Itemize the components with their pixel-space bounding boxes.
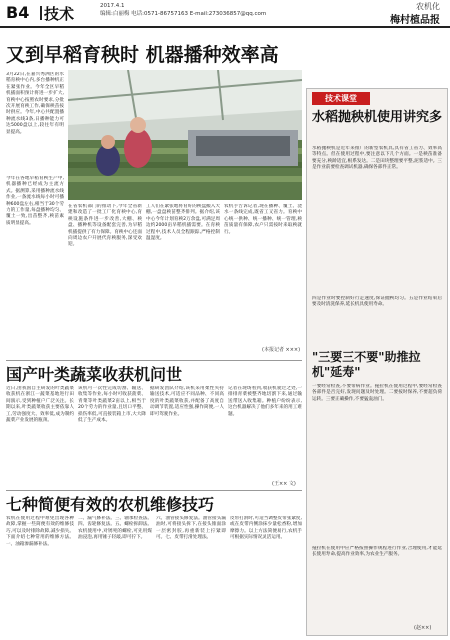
sidebar-body2: 四是作业时要控制好行走速度,保证抛秧均匀。五是作业结束后要及时清洗保养,延长机具使用寿命。 bbox=[312, 296, 442, 308]
section-divider-2 bbox=[6, 490, 302, 491]
editor: 编辑:白丽梅 bbox=[100, 11, 130, 17]
article1-title: 又到早稻育秧时 机器播种效率高 bbox=[6, 44, 279, 66]
article2-col2: 该机可一次性完成切割、输送、收集等作业,每小时可收获菠菜、青菜等叶类蔬菜2亩以上,相当于20个劳力的作业量,且切口平整、损伤率低,可直接装箱上市,大大降低了生产成本。 bbox=[78, 386, 146, 424]
article2-byline: (王×× 文) bbox=[272, 481, 296, 487]
article1-col3: 在省农机部门的推动下,今年全省新建和改造了一批工厂化育秧中心,育秧设施条件进一步改善,大棚、秧盘、播种机等设备配套完善,为早稻机插提供了有力保障。育秧中心还面向周边农户开展代育秧服务,深受欢迎。 bbox=[68, 204, 142, 248]
article3-col4: 皮带打滑时,可适当调整皮带张紧度,或在皮带内侧涂抹少量松香粉,增加摩擦力。以上方法简便易行,农机手可根据实际情况灵活运用。 bbox=[230, 516, 302, 541]
sidebar-body4: 拖拉机在使用中应严格按照操作规程进行作业,合理使用,才能延长使用寿命,提高作业效率,为农业生产服务。 bbox=[312, 546, 442, 558]
article2-col3: 据研发团队介绍,该机采用柔性夹持输送技术,可适应不同品种、不同高度的叶类蔬菜收获,并配备了高度自动调节装置,适应性强,操作简便,一人即可驾驶作业。 bbox=[150, 386, 224, 417]
seedling-photo bbox=[68, 70, 302, 200]
header-divider bbox=[40, 6, 42, 20]
sidebar-body3: 一要经常检查,不要带病作业。拖拉机在使用过程中,要经常检查各部件是否完好,发现问题及时处理。二要按时保养,不要超负荷运转。三要正确操作,不要猛轰油门。 bbox=[312, 384, 442, 402]
sidebar-title: 水稻抛秧机使用讲究多 bbox=[312, 110, 443, 125]
sidebar-body1: 水稻抛秧机是近年来推广的新型农机具,具有省工省力、效率高等特点。但在使用过程中,要注意以下几个方面。一是秧苗准备要充分,秧龄适宜,根系发达。二是田块整理要平整,泥浆适中。三是作业前要检查调试机器,确保各部件正常。 bbox=[312, 146, 442, 171]
article3-col1: 农机在使用过程中难免出现各种故障,掌握一些简便有效的维修技巧,可以及时排除故障,减少损失。下面介绍七种常用的维修方法。一、油箱渗漏修补法。 bbox=[6, 516, 74, 547]
email: E-mail:273036857@qq.com bbox=[189, 11, 267, 17]
section-divider bbox=[6, 360, 302, 361]
article1-col1: 3月22日,在嘉兴秀洲区的水稻育秧中心内,多台播种机正在紧张作业。今年全区早稻机插面积预计将进一步扩大,育秧中心按照农时要求,分批次开展育秧工作,确保秧苗按时供应。今年,中心共配置播种流水线3条,日播种能力可达5000盘以上,较往年有明显提高。 bbox=[6, 72, 64, 135]
header-info bbox=[100, 2, 266, 18]
article2-col1: 近日,由我国自主研发的叶类蔬菜收获机在浙江一蔬菜基地进行田间演示,受到种植户广泛关注。长期以来,叶类蔬菜收获主要依靠人工,劳动强度大、效率低,成为制约蔬菜产业发展的瓶颈。 bbox=[6, 386, 74, 424]
article3-col2: 二、漏气修补法。三、轴承检查法。四、齿轮修复法。五、螺栓拆卸法。农机使用中,对锈死的螺栓,可先用煤油浸泡,再用锤子轻敲,即可拧下。 bbox=[78, 516, 152, 541]
article2-title: 国产叶类蔬菜收获机问世 bbox=[6, 365, 183, 384]
page-header bbox=[0, 0, 450, 28]
article1-col5: 农机手告诉记者,现在播种、覆土、浇水一条线完成,既省工又省力。育秧中心统一供种、统一播种、统一管理,秧苗质量有保障,农户只需按时来取秧就行。 bbox=[224, 204, 302, 235]
page-number: B4 bbox=[6, 3, 30, 22]
brand-logo: 梅村植品报 bbox=[390, 15, 440, 26]
sidebar-tag: 技术课堂 bbox=[312, 92, 370, 105]
article2-col4: 记者在现场看到,收获机驶过之处,一排排青菜被整齐地切割下来,通过输送带送入收集箱。种植户纷纷表示,这台机器解决了他们多年来的用工难题。 bbox=[228, 386, 302, 417]
phone: 电话:0571-86757163 bbox=[131, 11, 188, 17]
article1-col4: 工人们在紧张地将育好的秧盘搬入大棚,一盘盘秧苗整齐排列。据介绍,该中心今年计划育秧2万余盘,可满足周边约2000亩早稻机插需要。在育秧过程中,技术人员全程跟踪,严格控制温湿度。 bbox=[146, 204, 220, 242]
brand-small: 农机化 bbox=[416, 2, 440, 11]
article3-col3: 六、油管接头修复法。油管接头漏油时,可将接头拆下,在接头锥面涂一层密封胶,再重新装上拧紧即可。七、皮带打滑处理法。 bbox=[156, 516, 226, 541]
sidebar-byline: (赵××) bbox=[414, 625, 432, 631]
article1-col2: 今年在各地早稻育秧生产中,机器播种已经成为主流方式。据测算,采用播种流水线作业,一条流水线每小时可播种600盘左右,相当于30个劳力的工作量,每盘播种均匀、覆土一致,出苗整齐,秧苗素质明显提高。 bbox=[6, 176, 64, 226]
article3-title: 七种简便有效的农机维修技巧 bbox=[6, 495, 215, 514]
sidebar-title2: "三要三不要"助推拉机"延寿" bbox=[312, 350, 421, 379]
article1-byline: (本报记者 ×××) bbox=[262, 347, 301, 353]
issue-date: 2017.4.1 bbox=[100, 3, 125, 9]
section-name: 技术 bbox=[44, 5, 75, 23]
